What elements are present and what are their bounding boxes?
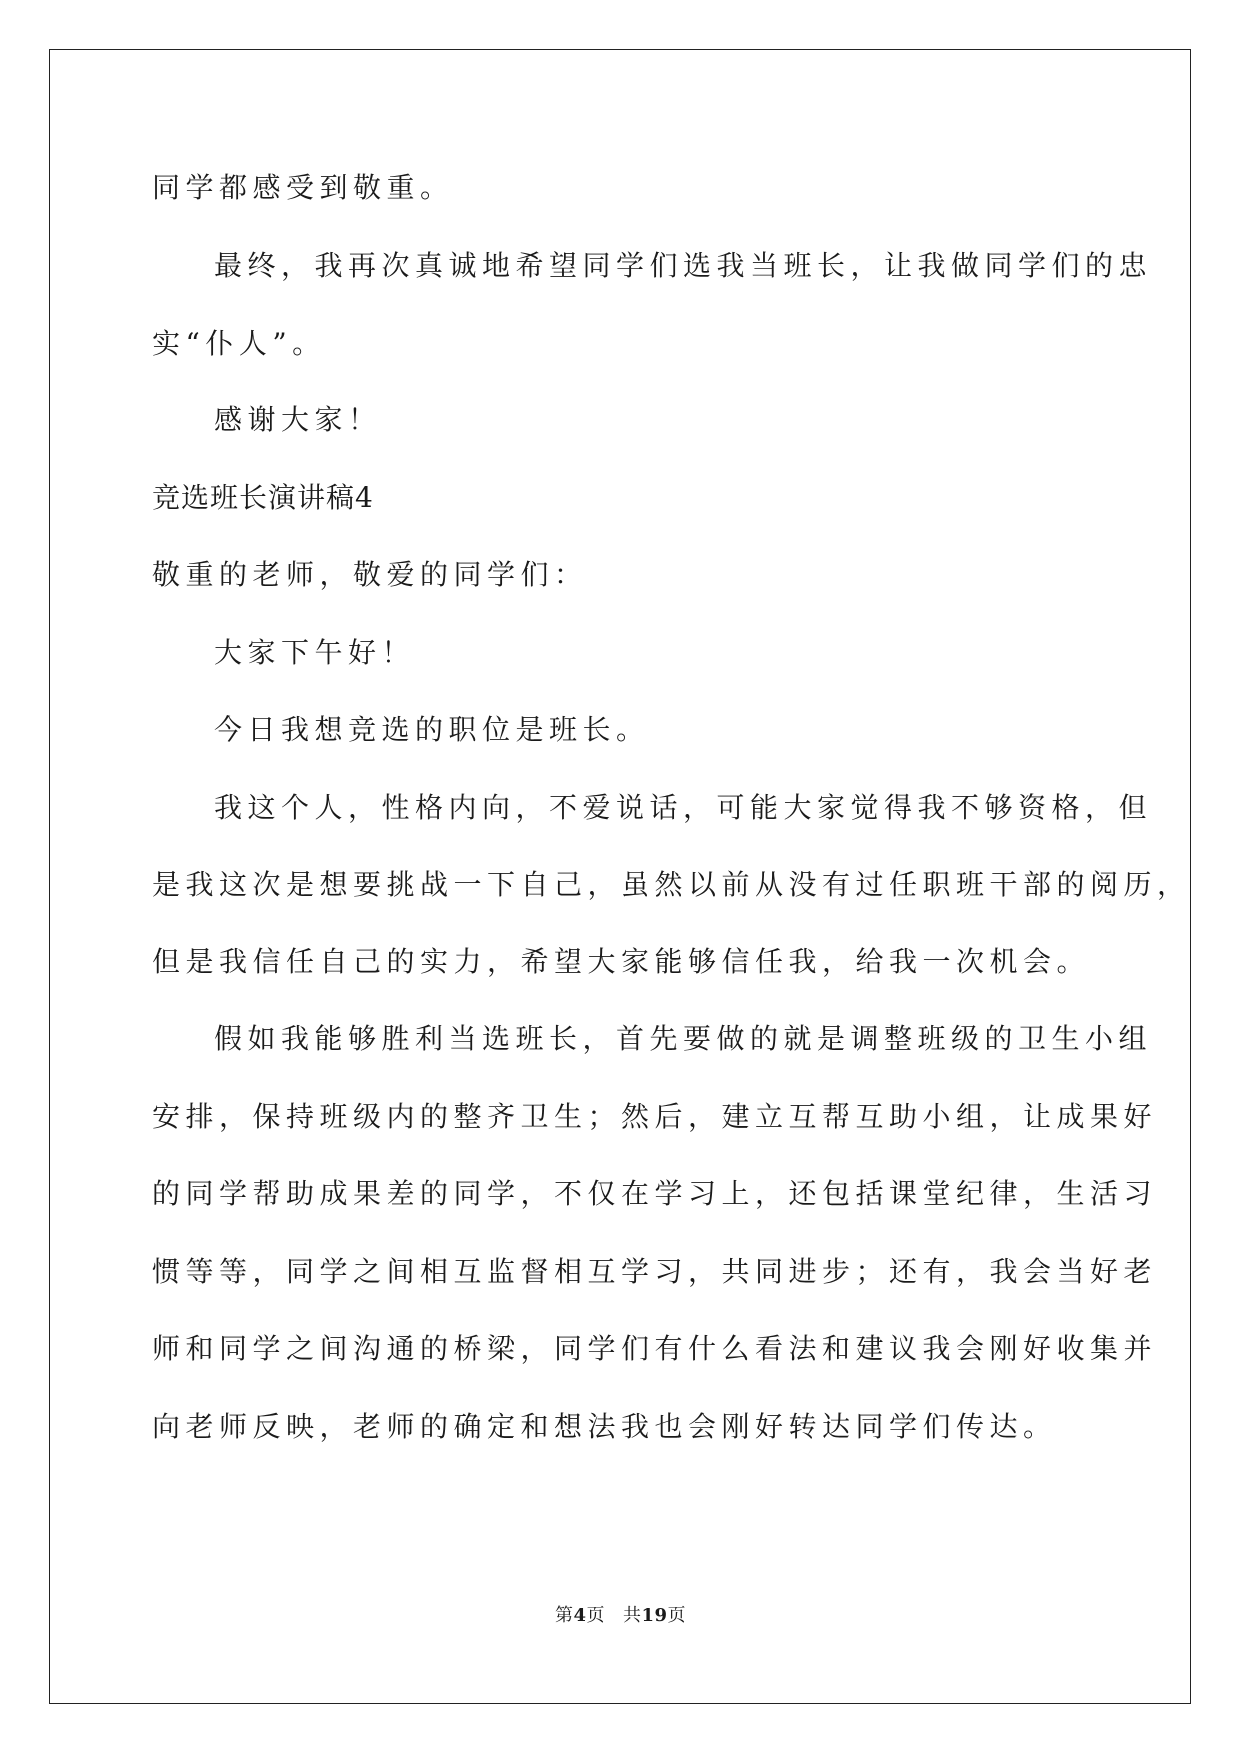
footer-total-suffix: 页: [667, 1605, 687, 1626]
paragraph-line: 感谢大家！: [214, 403, 382, 436]
paragraph-line: 同学都感受到敬重。: [152, 171, 454, 204]
paragraph-line: 的同学帮助成果差的同学，不仅在学习上，还包括课堂纪律，生活习: [152, 1177, 1158, 1210]
paragraph-line: 师和同学之间沟通的桥梁，同学们有什么看法和建议我会刚好收集并: [152, 1332, 1158, 1365]
paragraph-line: 我这个人，性格内向，不爱说话，可能大家觉得我不够资格，但: [214, 791, 1153, 824]
footer-page-suffix: 页: [586, 1605, 605, 1626]
paragraph-line: 向老师反映，老师的确定和想法我也会刚好转达同学们传达。: [152, 1410, 1057, 1443]
footer-total-prefix: 共: [622, 1605, 642, 1626]
footer-page-number: 4: [573, 1605, 587, 1626]
paragraph-line: 今日我想竞选的职位是班长。: [214, 713, 650, 746]
paragraph-line: 最终，我再次真诚地希望同学们选我当班长，让我做同学们的忠: [214, 249, 1153, 282]
paragraph-line: 是我这次是想要挑战一下自己，虽然以前从没有过任职班干部的阅历，: [152, 868, 1191, 901]
paragraph-line: 惯等等，同学之间相互监督相互学习，共同进步；还有，我会当好老: [152, 1255, 1158, 1288]
salutation: 敬重的老师，敬爱的同学们：: [152, 558, 588, 591]
page-footer: [0, 1604, 1241, 1628]
greeting: 大家下午好！: [214, 636, 416, 669]
paragraph-line: 实“仆人”。: [152, 327, 326, 360]
paragraph-line: 安排，保持班级内的整齐卫生；然后，建立互帮互助小组，让成果好: [152, 1100, 1158, 1133]
footer-total-pages: 19: [641, 1605, 668, 1626]
footer-page-prefix: 第: [554, 1605, 574, 1626]
paragraph-line: 但是我信任自己的实力，希望大家能够信任我，给我一次机会。: [152, 945, 1091, 978]
paragraph-line: 假如我能够胜利当选班长，首先要做的就是调整班级的卫生小组: [214, 1022, 1153, 1055]
section-heading: 竞选班长演讲稿4: [152, 481, 374, 514]
